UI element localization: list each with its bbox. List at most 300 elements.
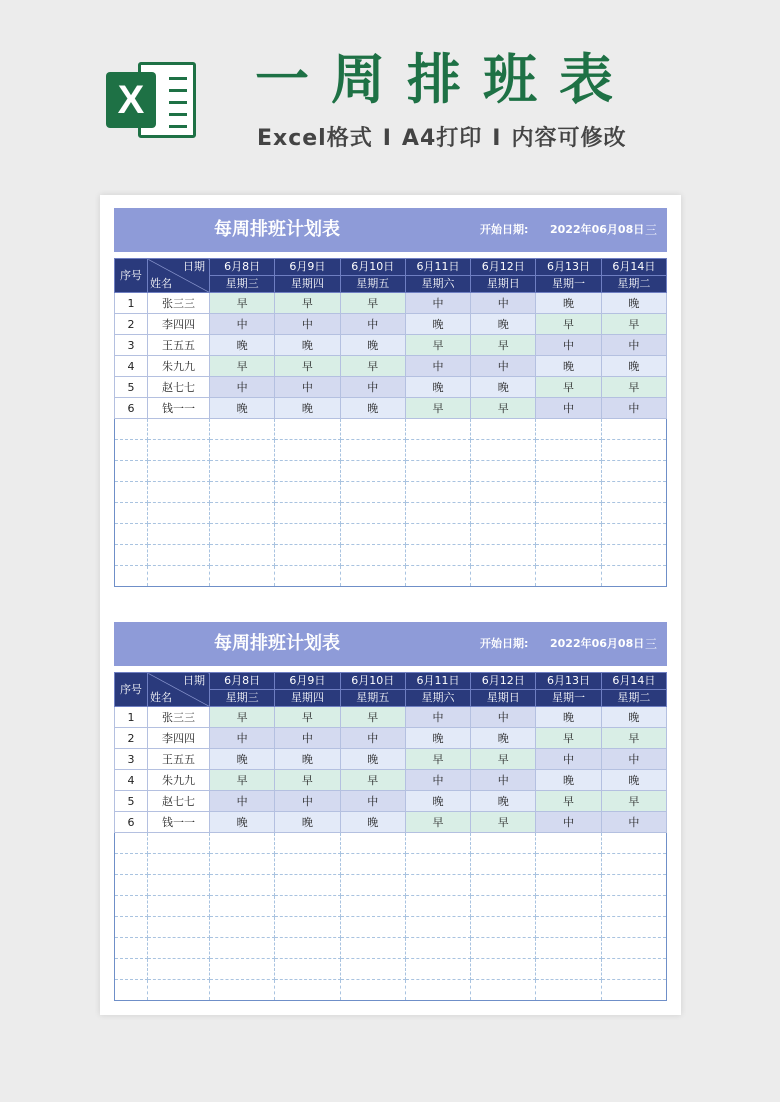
empty-cell[interactable] [210, 854, 275, 875]
empty-cell[interactable] [275, 854, 340, 875]
empty-cell[interactable] [601, 545, 666, 566]
corner-name-label: 姓名 [150, 691, 172, 704]
shift-cell[interactable]: 晚 [405, 728, 470, 749]
shift-cell[interactable]: 中 [471, 707, 536, 728]
seq-cell[interactable]: 2 [115, 314, 148, 335]
name-cell[interactable]: 钱一一 [148, 398, 210, 419]
empty-cell[interactable] [471, 917, 536, 938]
empty-cell[interactable] [601, 959, 666, 980]
schedule-table [114, 258, 667, 587]
empty-cell[interactable] [340, 566, 405, 587]
shift-cell[interactable]: 早 [340, 707, 405, 728]
shift-cell[interactable]: 早 [275, 356, 340, 377]
empty-cell[interactable] [536, 545, 601, 566]
empty-cell[interactable] [275, 461, 340, 482]
empty-cell[interactable] [601, 938, 666, 959]
empty-cell[interactable] [471, 545, 536, 566]
shift-cell[interactable]: 中 [405, 293, 470, 314]
empty-cell[interactable] [536, 503, 601, 524]
table-row [115, 377, 667, 398]
empty-cell[interactable] [536, 938, 601, 959]
empty-row [115, 938, 667, 959]
name-cell[interactable]: 李四四 [148, 314, 210, 335]
name-cell[interactable]: 朱九九 [148, 356, 210, 377]
shift-cell[interactable]: 晚 [471, 314, 536, 335]
empty-cell[interactable] [275, 440, 340, 461]
shift-cell[interactable]: 晚 [275, 335, 340, 356]
empty-cell[interactable] [115, 875, 148, 896]
shift-cell[interactable]: 早 [210, 293, 275, 314]
empty-cell[interactable] [148, 524, 210, 545]
seq-cell[interactable]: 4 [115, 770, 148, 791]
empty-cell[interactable] [115, 419, 148, 440]
empty-cell[interactable] [405, 896, 470, 917]
shift-cell[interactable]: 晚 [536, 293, 601, 314]
empty-cell[interactable] [115, 566, 148, 587]
empty-cell[interactable] [405, 545, 470, 566]
sheet-title-bar [114, 208, 667, 252]
seq-cell[interactable]: 5 [115, 377, 148, 398]
empty-cell[interactable] [148, 896, 210, 917]
empty-row [115, 440, 667, 461]
empty-cell[interactable] [405, 980, 470, 1001]
shift-cell[interactable]: 中 [405, 356, 470, 377]
date-header: 6月14日 [601, 673, 666, 690]
shift-cell[interactable]: 晚 [601, 356, 666, 377]
corner-date-label: 日期 [183, 260, 205, 273]
date-header: 6月8日 [210, 673, 275, 690]
shift-cell[interactable]: 中 [536, 398, 601, 419]
empty-cell[interactable] [405, 938, 470, 959]
shift-cell[interactable]: 早 [340, 356, 405, 377]
empty-cell[interactable] [340, 875, 405, 896]
seq-cell[interactable]: 6 [115, 812, 148, 833]
shift-cell[interactable]: 晚 [471, 377, 536, 398]
sheet-title: 每周排班计划表 [214, 633, 340, 654]
shift-cell[interactable]: 中 [536, 335, 601, 356]
weekday-header: 星期二 [601, 690, 666, 707]
empty-cell[interactable] [340, 545, 405, 566]
table-row [115, 314, 667, 335]
empty-cell[interactable] [471, 566, 536, 587]
empty-cell[interactable] [115, 545, 148, 566]
shift-cell[interactable]: 晚 [340, 398, 405, 419]
empty-cell[interactable] [601, 503, 666, 524]
empty-cell[interactable] [148, 461, 210, 482]
empty-cell[interactable] [405, 461, 470, 482]
empty-cell[interactable] [275, 419, 340, 440]
empty-cell[interactable] [210, 461, 275, 482]
empty-cell[interactable] [536, 461, 601, 482]
start-date-value[interactable]: 2022年06月08日 [550, 637, 645, 650]
empty-cell[interactable] [148, 503, 210, 524]
empty-cell[interactable] [210, 440, 275, 461]
empty-cell[interactable] [148, 854, 210, 875]
empty-cell[interactable] [340, 482, 405, 503]
shift-cell[interactable]: 中 [275, 791, 340, 812]
shift-cell[interactable]: 早 [275, 770, 340, 791]
shift-cell[interactable]: 早 [471, 812, 536, 833]
empty-cell[interactable] [210, 566, 275, 587]
start-date-value[interactable]: 2022年06月08日 [550, 223, 645, 236]
banner [0, 0, 780, 190]
shift-cell[interactable]: 早 [471, 335, 536, 356]
empty-cell[interactable] [405, 482, 470, 503]
shift-cell[interactable]: 早 [601, 314, 666, 335]
empty-cell[interactable] [115, 917, 148, 938]
empty-cell[interactable] [115, 980, 148, 1001]
table-row [115, 791, 667, 812]
empty-cell[interactable] [275, 503, 340, 524]
shift-cell[interactable]: 早 [340, 770, 405, 791]
empty-cell[interactable] [601, 419, 666, 440]
shift-cell[interactable]: 早 [275, 707, 340, 728]
empty-cell[interactable] [536, 833, 601, 854]
empty-cell[interactable] [601, 833, 666, 854]
date-header: 6月14日 [601, 259, 666, 276]
empty-cell[interactable] [210, 419, 275, 440]
shift-cell[interactable]: 中 [275, 377, 340, 398]
empty-cell[interactable] [471, 959, 536, 980]
empty-cell[interactable] [148, 875, 210, 896]
shift-cell[interactable]: 中 [405, 707, 470, 728]
empty-cell[interactable] [210, 875, 275, 896]
empty-cell[interactable] [210, 938, 275, 959]
seq-cell[interactable]: 6 [115, 398, 148, 419]
date-header: 6月11日 [405, 673, 470, 690]
empty-cell[interactable] [340, 419, 405, 440]
excel-logo-icon [100, 50, 200, 150]
name-cell[interactable]: 王五五 [148, 749, 210, 770]
empty-cell[interactable] [471, 440, 536, 461]
empty-cell[interactable] [115, 524, 148, 545]
shift-cell[interactable]: 早 [405, 812, 470, 833]
shift-cell[interactable]: 中 [340, 377, 405, 398]
date-header: 6月9日 [275, 259, 340, 276]
shift-cell[interactable]: 中 [340, 728, 405, 749]
shift-cell[interactable]: 中 [601, 335, 666, 356]
shift-cell[interactable]: 晚 [601, 293, 666, 314]
empty-cell[interactable] [148, 959, 210, 980]
name-cell[interactable]: 钱一一 [148, 812, 210, 833]
date-header: 6月10日 [340, 673, 405, 690]
empty-cell[interactable] [536, 917, 601, 938]
shift-cell[interactable]: 晚 [536, 356, 601, 377]
weekday-header: 星期日 [471, 276, 536, 293]
weekday-header: 星期四 [275, 276, 340, 293]
shift-cell[interactable]: 晚 [210, 812, 275, 833]
shift-cell[interactable]: 早 [340, 293, 405, 314]
empty-cell[interactable] [148, 917, 210, 938]
empty-cell[interactable] [536, 896, 601, 917]
table-row [115, 356, 667, 377]
empty-cell[interactable] [210, 917, 275, 938]
date-header: 6月13日 [536, 259, 601, 276]
shift-cell[interactable]: 中 [210, 791, 275, 812]
empty-cell[interactable] [471, 938, 536, 959]
empty-cell[interactable] [601, 854, 666, 875]
name-cell[interactable]: 朱九九 [148, 770, 210, 791]
shift-cell[interactable]: 中 [340, 791, 405, 812]
empty-cell[interactable] [115, 896, 148, 917]
empty-cell[interactable] [148, 545, 210, 566]
empty-row [115, 875, 667, 896]
shift-cell[interactable]: 晚 [340, 335, 405, 356]
empty-cell[interactable] [471, 980, 536, 1001]
empty-cell[interactable] [405, 875, 470, 896]
empty-cell[interactable] [601, 482, 666, 503]
shift-cell[interactable]: 早 [210, 770, 275, 791]
shift-cell[interactable]: 中 [275, 314, 340, 335]
empty-cell[interactable] [115, 938, 148, 959]
shift-cell[interactable]: 晚 [275, 749, 340, 770]
shift-cell[interactable]: 晚 [536, 707, 601, 728]
empty-cell[interactable] [405, 917, 470, 938]
shift-cell[interactable]: 晚 [340, 749, 405, 770]
empty-cell[interactable] [536, 875, 601, 896]
weekday-header: 星期一 [536, 276, 601, 293]
menu-icon[interactable]: 三 [644, 637, 657, 651]
empty-row [115, 524, 667, 545]
empty-cell[interactable] [275, 917, 340, 938]
shift-cell[interactable]: 晚 [471, 728, 536, 749]
empty-cell[interactable] [536, 482, 601, 503]
empty-cell[interactable] [210, 545, 275, 566]
shift-cell[interactable]: 早 [275, 293, 340, 314]
name-cell[interactable]: 王五五 [148, 335, 210, 356]
empty-cell[interactable] [275, 482, 340, 503]
shift-cell[interactable]: 晚 [471, 791, 536, 812]
shift-cell[interactable]: 中 [601, 812, 666, 833]
empty-cell[interactable] [536, 566, 601, 587]
empty-cell[interactable] [148, 980, 210, 1001]
shift-cell[interactable]: 中 [405, 770, 470, 791]
name-cell[interactable]: 张三三 [148, 293, 210, 314]
shift-cell[interactable]: 早 [405, 398, 470, 419]
table-row [115, 770, 667, 791]
shift-cell[interactable]: 晚 [210, 749, 275, 770]
empty-cell[interactable] [471, 896, 536, 917]
empty-row [115, 917, 667, 938]
header-row-dates [115, 673, 667, 690]
shift-cell[interactable]: 早 [536, 728, 601, 749]
shift-cell[interactable]: 晚 [340, 812, 405, 833]
empty-cell[interactable] [148, 419, 210, 440]
empty-cell[interactable] [471, 524, 536, 545]
shift-cell[interactable]: 早 [405, 749, 470, 770]
empty-cell[interactable] [536, 419, 601, 440]
empty-cell[interactable] [115, 482, 148, 503]
shift-cell[interactable]: 早 [536, 314, 601, 335]
shift-cell[interactable]: 晚 [601, 770, 666, 791]
empty-cell[interactable] [340, 980, 405, 1001]
shift-cell[interactable]: 中 [210, 728, 275, 749]
empty-cell[interactable] [340, 503, 405, 524]
shift-cell[interactable]: 晚 [601, 707, 666, 728]
empty-cell[interactable] [115, 503, 148, 524]
date-header: 6月9日 [275, 673, 340, 690]
date-header: 6月11日 [405, 259, 470, 276]
empty-cell[interactable] [601, 980, 666, 1001]
empty-cell[interactable] [210, 896, 275, 917]
subtitle-print: A4打印 [401, 126, 483, 151]
shift-cell[interactable]: 晚 [210, 335, 275, 356]
empty-cell[interactable] [148, 938, 210, 959]
empty-cell[interactable] [115, 461, 148, 482]
shift-cell[interactable]: 早 [601, 791, 666, 812]
empty-cell[interactable] [115, 440, 148, 461]
empty-cell[interactable] [275, 875, 340, 896]
shift-cell[interactable]: 中 [210, 314, 275, 335]
empty-cell[interactable] [601, 440, 666, 461]
shift-cell[interactable]: 晚 [405, 377, 470, 398]
empty-cell[interactable] [340, 524, 405, 545]
empty-row [115, 854, 667, 875]
shift-cell[interactable]: 中 [471, 356, 536, 377]
empty-cell[interactable] [405, 566, 470, 587]
shift-cell[interactable]: 早 [601, 377, 666, 398]
empty-cell[interactable] [601, 461, 666, 482]
empty-cell[interactable] [601, 896, 666, 917]
shift-cell[interactable]: 中 [471, 293, 536, 314]
empty-cell[interactable] [148, 833, 210, 854]
shift-cell[interactable]: 晚 [275, 812, 340, 833]
empty-cell[interactable] [471, 482, 536, 503]
empty-cell[interactable] [340, 917, 405, 938]
shift-cell[interactable]: 晚 [210, 398, 275, 419]
empty-cell[interactable] [115, 854, 148, 875]
empty-cell[interactable] [601, 524, 666, 545]
shift-cell[interactable]: 中 [536, 749, 601, 770]
empty-cell[interactable] [471, 833, 536, 854]
empty-cell[interactable] [210, 959, 275, 980]
page-title: 一周排班表 [255, 48, 635, 111]
shift-cell[interactable]: 中 [340, 314, 405, 335]
empty-cell[interactable] [148, 482, 210, 503]
table-row [115, 293, 667, 314]
shift-cell[interactable]: 早 [536, 377, 601, 398]
seq-cell[interactable]: 4 [115, 356, 148, 377]
empty-cell[interactable] [405, 854, 470, 875]
seq-cell[interactable]: 5 [115, 791, 148, 812]
empty-cell[interactable] [405, 524, 470, 545]
empty-cell[interactable] [210, 980, 275, 1001]
name-cell[interactable]: 张三三 [148, 707, 210, 728]
seq-cell[interactable]: 1 [115, 707, 148, 728]
shift-cell[interactable]: 早 [405, 335, 470, 356]
empty-cell[interactable] [471, 461, 536, 482]
empty-cell[interactable] [536, 524, 601, 545]
shift-cell[interactable]: 中 [601, 749, 666, 770]
empty-cell[interactable] [340, 461, 405, 482]
shift-cell[interactable]: 中 [536, 812, 601, 833]
table-row [115, 398, 667, 419]
shift-cell[interactable]: 中 [210, 377, 275, 398]
empty-cell[interactable] [405, 833, 470, 854]
empty-cell[interactable] [471, 419, 536, 440]
name-cell[interactable]: 李四四 [148, 728, 210, 749]
shift-cell[interactable]: 早 [210, 356, 275, 377]
empty-cell[interactable] [536, 959, 601, 980]
shift-cell[interactable]: 晚 [275, 398, 340, 419]
empty-cell[interactable] [275, 959, 340, 980]
empty-cell[interactable] [601, 917, 666, 938]
empty-cell[interactable] [536, 980, 601, 1001]
seq-cell[interactable]: 3 [115, 335, 148, 356]
empty-row [115, 959, 667, 980]
empty-cell[interactable] [210, 482, 275, 503]
name-cell[interactable]: 赵七七 [148, 377, 210, 398]
shift-cell[interactable]: 中 [275, 728, 340, 749]
shift-cell[interactable]: 早 [536, 791, 601, 812]
empty-cell[interactable] [405, 503, 470, 524]
empty-cell[interactable] [471, 503, 536, 524]
empty-cell[interactable] [471, 854, 536, 875]
empty-cell[interactable] [536, 440, 601, 461]
seq-cell[interactable]: 1 [115, 293, 148, 314]
empty-cell[interactable] [210, 524, 275, 545]
table-row [115, 812, 667, 833]
empty-cell[interactable] [340, 959, 405, 980]
empty-cell[interactable] [275, 524, 340, 545]
empty-cell[interactable] [210, 503, 275, 524]
empty-cell[interactable] [275, 938, 340, 959]
empty-cell[interactable] [340, 833, 405, 854]
empty-cell[interactable] [405, 959, 470, 980]
shift-cell[interactable]: 晚 [405, 791, 470, 812]
shift-cell[interactable]: 早 [471, 749, 536, 770]
empty-cell[interactable] [471, 875, 536, 896]
seq-cell[interactable]: 3 [115, 749, 148, 770]
empty-cell[interactable] [340, 938, 405, 959]
sheet-title: 每周排班计划表 [214, 219, 340, 240]
empty-cell[interactable] [275, 545, 340, 566]
empty-cell[interactable] [340, 440, 405, 461]
shift-cell[interactable]: 早 [471, 398, 536, 419]
schedule-sheet-1 [114, 208, 667, 587]
empty-cell[interactable] [148, 566, 210, 587]
empty-cell[interactable] [536, 854, 601, 875]
empty-cell[interactable] [405, 419, 470, 440]
empty-cell[interactable] [340, 896, 405, 917]
empty-cell[interactable] [601, 566, 666, 587]
empty-cell[interactable] [275, 896, 340, 917]
empty-cell[interactable] [115, 833, 148, 854]
empty-cell[interactable] [115, 959, 148, 980]
corner-header [148, 673, 210, 707]
empty-cell[interactable] [148, 440, 210, 461]
date-header: 6月8日 [210, 259, 275, 276]
menu-icon[interactable]: 三 [644, 223, 657, 237]
excel-badge: X [106, 72, 156, 128]
empty-cell[interactable] [405, 440, 470, 461]
shift-cell[interactable]: 晚 [405, 314, 470, 335]
shift-cell[interactable]: 中 [601, 398, 666, 419]
shift-cell[interactable]: 早 [601, 728, 666, 749]
empty-cell[interactable] [275, 980, 340, 1001]
seq-cell[interactable]: 2 [115, 728, 148, 749]
empty-cell[interactable] [275, 566, 340, 587]
subtitle-separator: I [382, 126, 392, 151]
empty-cell[interactable] [601, 875, 666, 896]
shift-cell[interactable]: 早 [210, 707, 275, 728]
empty-cell[interactable] [210, 833, 275, 854]
shift-cell[interactable]: 晚 [536, 770, 601, 791]
shift-cell[interactable]: 中 [471, 770, 536, 791]
empty-cell[interactable] [275, 833, 340, 854]
empty-cell[interactable] [340, 854, 405, 875]
name-cell[interactable]: 赵七七 [148, 791, 210, 812]
